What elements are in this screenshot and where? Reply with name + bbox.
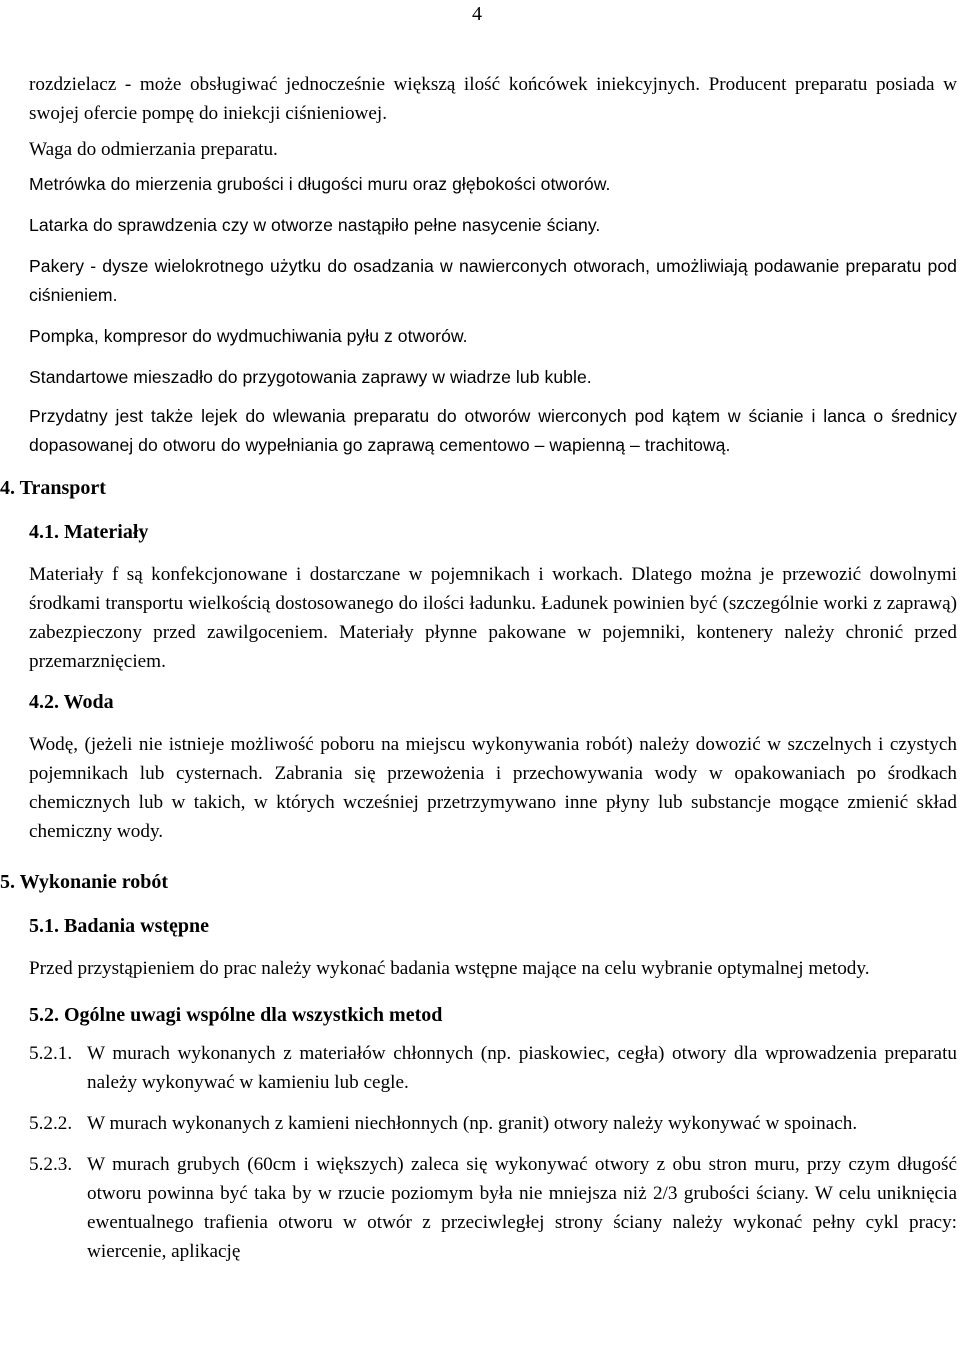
paragraph-waga: Waga do odmierzania preparatu. bbox=[29, 139, 278, 160]
subsection-heading-materialy: 4.1. Materiały bbox=[29, 521, 149, 543]
item-number: 5.2.2. bbox=[29, 1113, 73, 1134]
item-number: 5.2.3. bbox=[29, 1154, 73, 1175]
item-text: W murach wykonanych z materiałów chłonnych (np. piaskowiec, cegła) otwory dla wprowadzenia preparatu należy wykonywać w kamieniu lub cegle. bbox=[87, 1043, 957, 1093]
item-text: W murach wykonanych z kamieni niechłonnych (np. granit) otwory należy wykonywać w spoinach. bbox=[87, 1113, 858, 1134]
paragraph-materialy: Materiały f są konfekcjonowane i dostarczane w pojemnikach i workach. Dlatego można je przewozić dowolnymi środkami transportu wielkością dostosowanego do ilości ładunku. Ładunek powinien być (szczególnie worki z zaprawą) zabezpieczony przed zawilgoceniem. Materiały płynne pakowane w pojemniki, kontenery należy chronić przed przemarznięciem. bbox=[29, 564, 957, 672]
document-body bbox=[0, 70, 957, 1278]
paragraph-latarka: Latarka do sprawdzenia czy w otworze nastąpiło pełne nasycenie ściany. bbox=[29, 215, 601, 235]
paragraph-woda: Wodę, (jeżeli nie istnieje możliwość poboru na miejscu wykonywania robót) należy dowozić w szczelnych i czystych pojemnikach lub cysternach. Zabrania się przewożenia i przechowywania wody w opakowaniach po środkach chemicznych lub w takich, w których wcześniej przetrzymywano inne płyny lub substancje mogące zmienić skład chemiczny wody. bbox=[29, 734, 957, 842]
paragraph-lejek: Przydatny jest także lejek do wlewania preparatu do otworów wierconych pod kątem w ścianie i lanca o średnicy dopasowanej do otworu do wypełniania go zaprawą cementowo – wapienną – trachitową. bbox=[29, 406, 957, 455]
page-number: 4 bbox=[472, 3, 482, 25]
subsection-heading-woda: 4.2. Woda bbox=[29, 691, 114, 713]
numbered-item bbox=[29, 1150, 957, 1266]
paragraph-badania: Przed przystąpieniem do prac należy wykonać badania wstępne mające na celu wybranie optymalnej metody. bbox=[29, 958, 870, 979]
numbered-item bbox=[29, 1109, 957, 1138]
section-heading-transport: 4. Transport bbox=[0, 477, 106, 499]
paragraph-metrowka: Metrówka do mierzenia grubości i długości muru oraz głębokości otworów. bbox=[29, 174, 611, 194]
item-number: 5.2.1. bbox=[29, 1043, 73, 1064]
section-heading-wykonanie: 5. Wykonanie robót bbox=[0, 871, 168, 893]
item-text: W murach grubych (60cm i większych) zaleca się wykonywać otwory z obu stron muru, przy czym długość otworu powinna być taka by w rzucie poziomym była nie mniejsza niż 2/3 grubości ściany. W celu uniknięcia ewentualnego trafienia otworu w otwór z przeciwległej strony ściany należy wykonać pełny cykl pracy: wiercenie, aplikację bbox=[87, 1154, 957, 1262]
paragraph-mieszadlo: Standartowe mieszadło do przygotowania zaprawy w wiadrze lub kuble. bbox=[29, 367, 592, 387]
numbered-item bbox=[29, 1039, 957, 1097]
subsection-heading-ogolne-uwagi: 5.2. Ogólne uwagi wspólne dla wszystkich metod bbox=[29, 1004, 443, 1026]
paragraph-pompka: Pompka, kompresor do wydmuchiwania pyłu z otworów. bbox=[29, 326, 468, 346]
paragraph-rozdzielacz: rozdzielacz - może obsługiwać jednocześnie większą ilość końcówek iniekcyjnych. Producent preparatu posiada w swojej ofercie pompę do iniekcji ciśnieniowej. bbox=[29, 74, 957, 124]
subsection-heading-badania: 5.1. Badania wstępne bbox=[29, 915, 210, 937]
paragraph-pakery: Pakery - dysze wielokrotnego użytku do osadzania w nawierconych otworach, umożliwiają podawanie preparatu pod ciśnieniem. bbox=[29, 256, 957, 305]
